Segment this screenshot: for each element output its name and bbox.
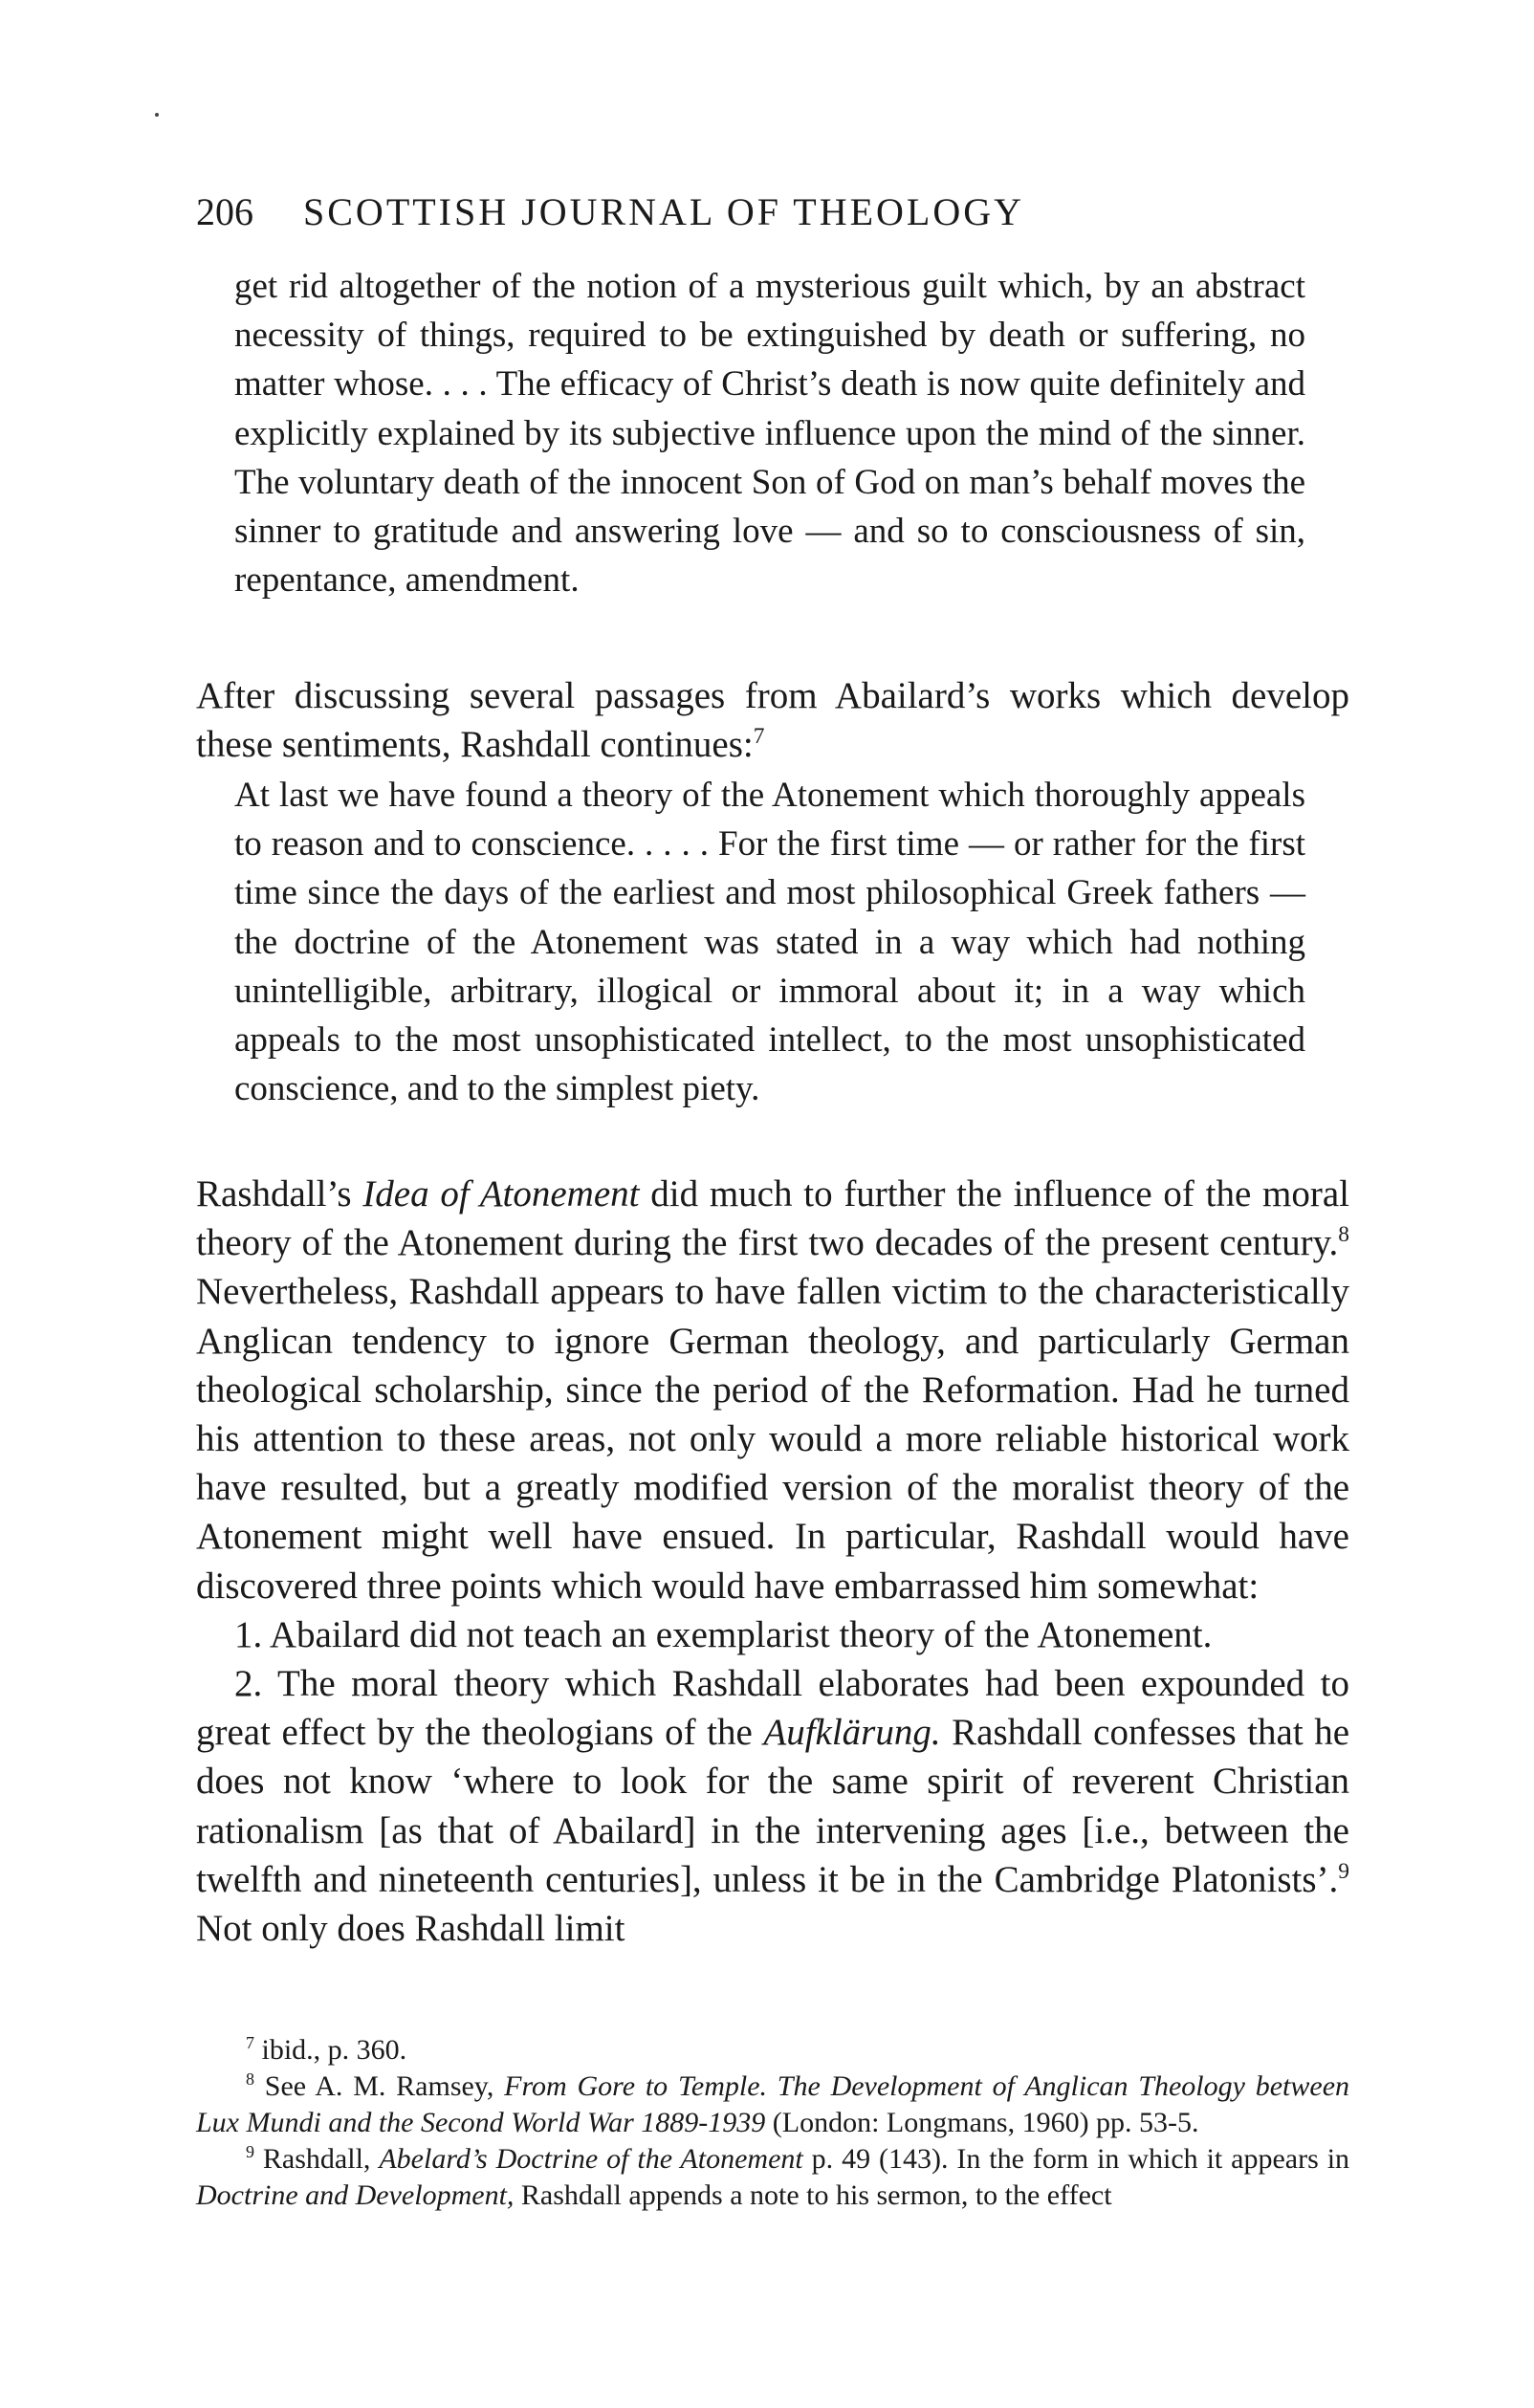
footnote-ref-9[interactable]: 9 bbox=[1338, 1858, 1349, 1884]
block-quote-1 bbox=[234, 262, 1305, 604]
footnote-ref-8[interactable]: 8 bbox=[1338, 1222, 1349, 1248]
paragraph-1 bbox=[196, 671, 1349, 769]
quote-text: get rid altogether of the notion of a mysterious guilt which, by an abstract necessity of things, required to be extinguished by death or suffering, no matter whose. . . . The efficacy of Christ’s death is now quite definitely and explicitly explained by its subjective influence upon the mind of the sinner. The voluntary death of the innocent Son of God on man’s behalf moves the sinner to gratitude and answering love — and so to consciousness of sin, repentance, amendment. bbox=[234, 267, 1305, 601]
footnote-7: $^7$ ibid., p. 360. bbox=[246, 2033, 407, 2066]
paragraph-2 bbox=[196, 1170, 1349, 1953]
book-title: Idea of Atonement bbox=[362, 1173, 640, 1215]
running-title: SCOTTISH JOURNAL OF THEOLOGY bbox=[303, 190, 1025, 233]
point-2: 2. The moral theory which Rashdall elaborates had been expounded to great effect by the theologians of the Aufklärung. Rashdall confesses that he does not know ‘where to look for the same spirit of reverent Christian rationalism [as that of Abailard] in the intervening ages [i.e., between the twelfth and nineteenth centuries], unless it be in the Cambridge Platonists’.$^9$ Not only does Rashdall limit bbox=[196, 1663, 1350, 1950]
footnote-ref-7[interactable]: 7 bbox=[753, 724, 765, 750]
point-1: 1. Abailard did not teach an exemplarist theory of the Atonement. bbox=[234, 1613, 1213, 1655]
block-quote-2 bbox=[234, 771, 1305, 1113]
paragraph-text: Rashdall’s Idea of Atonement did much to further the influence of the moral theory of the Atonement during the first two decades of the present century.$^8$ Nevertheless, Rashdall appears to have fallen victim to the characteristically Anglican tendency to ignore German theology, and particularly German theological scholarship, since the period of the Reformation. Had he turned his attention to these areas, not only would a more reliable historical work have resulted, but a greatly modified version of the moralist theory of the Atonement might well have ensued. In particular, Rashdall would have discovered three points which would have embarrassed him somewhat: bbox=[196, 1173, 1350, 1607]
footnote-9: $^9$ Rashdall, Abelard’s Doctrine of the Atonement p. 49 (143). In the form in which it appears in Doctrine and Development, Rashdall appends a note to his sermon, to the effect bbox=[196, 2142, 1350, 2211]
footnotes bbox=[196, 2032, 1349, 2214]
quote-text: At last we have found a theory of the Atonement which thoroughly appeals to reason and to conscience. . . . . For the first time — or rather for the first time since the days of the earliest and most philosophical Greek fathers — the doctrine of the Atonement was stated in a way which had nothing unintelligible, arbitrary, illogical or immoral about it; in a way which appeals to the most unsophisticated intellect, to the most unsophisticated conscience, and to the simplest piety. bbox=[234, 776, 1305, 1109]
page-header bbox=[196, 189, 1344, 235]
term-aufklarung: Aufklärung. bbox=[763, 1712, 941, 1754]
scan-dot bbox=[155, 113, 159, 117]
footnote-8: $^8$ See A. M. Ramsey, From Gore to Temple. The Development of Anglican Theology between Lux Mundi and the Second World War 1889-1939 (London: Longmans, 1960) pp. 53-5. bbox=[196, 2069, 1350, 2138]
paragraph-text: After discussing several passages from Abailard’s works which develop these sentiments, Rashdall continues:$^7$ bbox=[196, 675, 1349, 766]
page-number: 206 bbox=[196, 190, 253, 233]
